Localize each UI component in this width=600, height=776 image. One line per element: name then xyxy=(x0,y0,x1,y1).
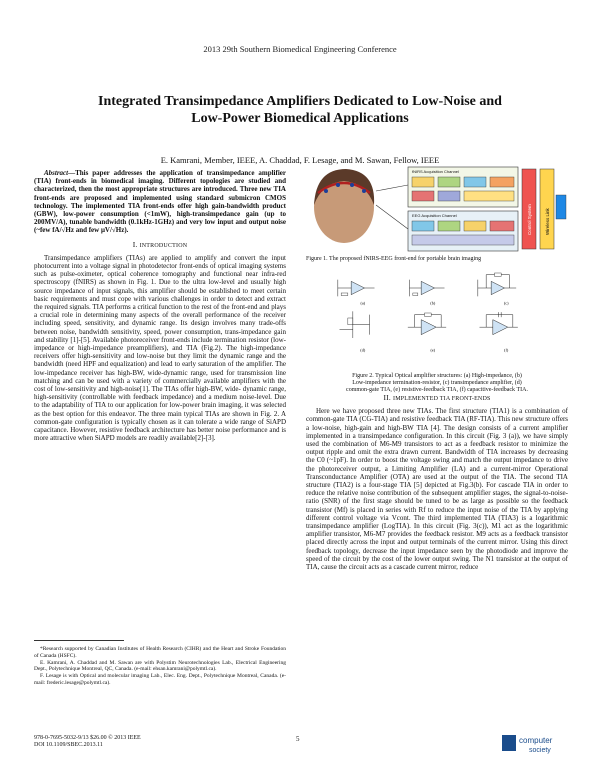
eeg-sub-block xyxy=(464,221,486,231)
figure-1-caption: Figure 1. The proposed fNIRS-EEG front-end for portable brain imaging xyxy=(306,256,482,262)
section-1-heading xyxy=(34,241,286,250)
sensor-dot xyxy=(350,183,354,187)
logo-mark xyxy=(502,735,516,751)
figure-1-diagram xyxy=(306,165,568,267)
antenna-block xyxy=(556,195,566,219)
fnirs-channel-label: fNIRS Acquisition Channel xyxy=(412,169,459,174)
section-2-heading xyxy=(306,394,568,403)
section-1-number: I. xyxy=(132,239,138,249)
footnote-funding: *Research supported by Canadian Institutes of Health Research (CIHR) and the Heart and Stroke Foundation of Canada (HSFC). xyxy=(34,646,286,659)
circuit-d xyxy=(340,311,370,338)
abstract xyxy=(34,169,286,235)
footnotes xyxy=(34,646,286,687)
fnirs-sub-block xyxy=(412,191,434,201)
conference-header: 2013 29th Southern Biomedical Engineering Conference xyxy=(203,44,397,54)
eeg-sub-block xyxy=(490,221,514,231)
connector-line xyxy=(376,205,408,229)
figure-2-circuits xyxy=(306,268,568,358)
fnirs-sub-block xyxy=(464,177,486,187)
section-2-paragraph: Here we have proposed three new TIAs. The first structure (TIA1) is a combination of common-gate TIA (CG-TIA) and resistive feedback TIA (RF-TIA). This new structure offers a low-noise, high-gain and high-BW TIA [4]. The design consists of a current amplifier implemented in a transimpedance configuration. In this circuit (Fig. 3 (a)), we have simply used the combination of M6-M9 transistors to act as a feedback resistor to minimize the output ripple and omit the extra drawn current. Bandwidth of TIA increases by decreasing the C0 (~1pF). In order to boost the voltage swing and match the output impedance to drive the photoreceiver output, a Limiting Amplifier (LA) and a current-mirror Operational Transconductance Amplifier (OTA) are used at the output of the TIA. The second TIA structure (TIA2) is a four-stage TIA [5] depicted at Fig.3(b). For cascade TIA in order to reduce the relative noise contribution of the subsequent amplifier stages, the signal-to-noise-ratio (SNR) of the first stage should be tuned to be as large as possible so the feedback transistor (Mf) is placed in series with Rf to reduce the input noise of the TIA by applying different control voltage via Vcont. The third implemented TIA (TIA3) is a logarithmic transimpedance amplifier (LogTIA). In this circuit (Fig. 3(c)), M1 act as the logarithmic amplifier transistor, M6-M7 provides the feedback resistor. M9 acts as a feedback transistor placed directly across the input and output terminals of the current mirror. Using this direct feedback topology, decrease the input impedance seen by the photodiode and improve the speed of the circuit by the cost of the lower output swing. The N1 transistor at the output of TIA, cause the circuit acts as a cascade current mirror, reduce xyxy=(306,407,568,572)
section-2-title: IMPLEMENTED TIA FRONT-ENDS xyxy=(393,396,491,402)
fnirs-sub-block xyxy=(464,191,514,201)
right-column xyxy=(306,394,568,571)
left-column xyxy=(34,169,286,443)
abstract-text: —This paper addresses the application of transimpedance amplifier (TIA) front-ends in biomedical imaging. Different topologies are studied and characterized, then the most appropriate structures are introduced. Three new TIA front-ends are proposed and implemented using standard submicron CMOS technology. The implemented TIA front-ends offer high gain-bandwidth product (GBW), low-power consumption (<1mW), high-transimpedance gain (up to 200MV/A), tunable bandwidth (0.1kHz-1GHz) and very low input and output noise (~few fA/√Hz and few μV/√Hz). xyxy=(34,169,286,235)
section-1-title: INTRODUCTION xyxy=(139,242,188,249)
panel-label-c: (c) xyxy=(503,300,509,306)
figure-2-caption-line-1: Figure 2. Typical Optical amplifier structures: (a) High-impedance, (b) xyxy=(352,373,522,379)
computer-society-logo xyxy=(502,733,574,755)
abstract-label: Abstract xyxy=(44,169,69,177)
paper-title xyxy=(60,93,540,127)
wireless-link-label: Wireless Link xyxy=(545,208,550,235)
figure-2-caption-line-2: Low-impedance termination-resistor, (c) transimpedance amplifier, (d) xyxy=(352,380,522,386)
sensor-dot xyxy=(336,183,340,187)
logo-text-computer: computer xyxy=(519,736,553,745)
eeg-channel-label: EEG Acquisition Channel xyxy=(412,213,457,218)
sensor-dot xyxy=(362,189,366,193)
isbn-line: 978-0-7695-5032-9/13 $26.00 © 2013 IEEE xyxy=(34,735,141,741)
fnirs-sub-block xyxy=(412,177,434,187)
panel-label-e: (e) xyxy=(430,347,436,353)
figure-2-caption-line-3: common-gate TIA, (e) resistive-feedback TIA, (f) capacitive-feedback TIA. xyxy=(346,387,528,393)
title-line-1: Integrated Transimpedance Amplifiers Dedicated to Low-Noise and xyxy=(98,94,502,109)
sensor-dot xyxy=(324,189,328,193)
footnote-authors-affiliation: E. Kamrani, A. Chaddad and M. Sawan are with Polystim Neurotechnologies Lab., Electrical Engineering Dept., Polytechnique Montreal, QC, Canada. (e-mail: ehsan.kamrani@polymtl.ca). xyxy=(34,659,286,673)
circuit-f xyxy=(480,312,518,335)
page-number: 5 xyxy=(296,735,300,743)
footnote-lesage-affiliation: F. Lesage is with Optical and molecular imaging Lab., Elec. Eng. Dept., Polytechnique Montreal, Canada. (e-mail: frederic.lesage@polymtl.ca). xyxy=(34,673,286,686)
fnirs-sub-block xyxy=(438,191,460,201)
connector-line xyxy=(376,185,408,191)
circuit-e xyxy=(408,313,446,335)
fnirs-sub-block xyxy=(438,177,460,187)
circuit-a xyxy=(338,280,375,297)
circuit-b xyxy=(410,280,445,297)
eeg-sub-block xyxy=(438,221,460,231)
doi-line: DOI 10.1109/SBEC.2013.11 xyxy=(34,742,103,749)
author-list: E. Kamrani, Member, IEEE, A. Chaddad, F. Lesage, and M. Sawan, Fellow, IEEE xyxy=(160,155,440,165)
title-line-2: Low-Power Biomedical Applications xyxy=(191,111,409,126)
fnirs-sub-block xyxy=(490,177,514,187)
eeg-sub-block xyxy=(412,221,434,231)
circuit-c xyxy=(478,273,516,296)
panel-label-b: (b) xyxy=(430,300,436,306)
footnote-rule xyxy=(34,640,124,641)
control-system-label: Control System xyxy=(527,204,532,235)
footer-info xyxy=(34,735,141,750)
eeg-sub-block xyxy=(412,235,514,245)
section-2-number: II. xyxy=(383,393,391,402)
figure-2-caption xyxy=(306,373,568,394)
panel-label-a: (a) xyxy=(360,300,366,306)
panel-label-f: (f) xyxy=(504,347,509,353)
logo-text-society: society xyxy=(529,747,551,754)
panel-label-d: (d) xyxy=(360,347,366,353)
intro-paragraph: Transimpedance amplifiers (TIAs) are applied to amplify and convert the input photocurrent into a voltage signal in photodetector front-ends of optical imaging systems such as pulse-oximeter, optical coherence tomography and functional near infra-red spectroscopy (fNIRS) as shown in Fig. 1. Due to the ultra low-level and usually high source impedance of input signals, this amplifier should be established to meet certain basic requirements and must cope with various challenges in order to detect and extract the required signals. TIA performs a critical function to the rest of the front-end and plays a crucial role in determining many aspects of the overall performance of the receiver including speed, sensitivity, and dynamic range. Its design involves many trade-offs between noise, bandwidth sensitivity, speed, power consumption, trans-impedance gain and stability [1]-[5]. Available photoreceiver front-ends include termination resistor (low-impedance or high-impedance preamplifiers), and TIA (Fig.2). The high-impedance receivers offer high-sensitivity and low-noise but they limit the dynamic range and the bandwidth (need HPF and equalization) and lead to early saturation of the amplifier. The low-impedance receiver has high-BW, wide-dynamic range, used for transmission line matching and can be used with a variety of commercially available amplifiers with the cost of low-sensitivity and high-noise[1]. The TIAs offer high-BW, wide- dynamic range, high-sensitivity (controllable with feedback impedance) and a medium noise-level. Due to the adaptability of TIA to our application for low-power brain imaging, it was selected as the best option for this endeavor. The three main typical TIAs are shown in Fig. 2. A common-gate configuration is typically chosen as it can tolerate a wide range of SiAPD capacitance. However, resistive feedback architecture has better noise performance and is more attractive when SiAPD models are readily available[2]-[3]. xyxy=(34,253,286,443)
